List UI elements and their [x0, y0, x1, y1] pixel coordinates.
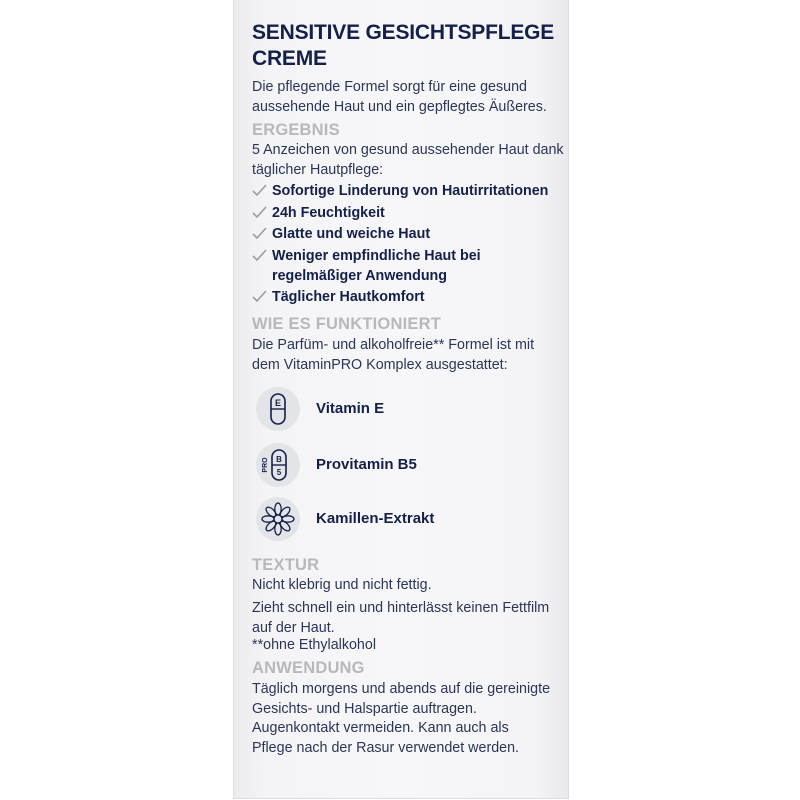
svg-text:B: B: [276, 455, 282, 464]
svg-text:PRO: PRO: [262, 457, 269, 473]
benefit-item: Weniger empfindliche Haut bei regelmäßiger Anwendung: [252, 246, 564, 286]
ingredient-name: Kamillen-Extrakt: [316, 510, 435, 527]
vitamin-e-capsule-icon: [256, 387, 300, 431]
product-title: SENSITIVE GESICHTSPFLEGE CREME: [252, 21, 555, 70]
ingredient-name: Vitamin E: [316, 400, 385, 417]
benefit-item: Glatte und weiche Haut: [252, 224, 564, 244]
check-icon: [252, 205, 267, 219]
check-icon: [252, 248, 267, 262]
textur-line-2: Zieht schnell ein und hinterlässt keinen Fettfilm auf der Haut.: [252, 600, 550, 636]
benefit-item: 24h Feuchtigkeit: [252, 203, 564, 223]
anwendung-text: Täglich morgens und abends auf die gereinigte Gesichts- und Halspartie auftragen. Augenkontakt vermeiden. Kann auch als Pflege nach der Rasur verwendet werden.: [252, 681, 551, 756]
benefit-list: [252, 181, 564, 309]
ingredient-provitamin-b5: [256, 443, 556, 491]
textur-footnote: **ohne Ethylalkohol: [252, 637, 376, 653]
ergebnis-heading: ERGEBNIS: [252, 121, 340, 139]
check-icon: [252, 183, 267, 197]
benefit-item: Täglicher Hautkomfort: [252, 287, 564, 307]
ingredient-name: Provitamin B5: [316, 456, 417, 473]
ingredient-vitamin-e: [256, 387, 556, 435]
check-icon: [252, 289, 267, 303]
textur-line-1: Nicht klebrig und nicht fettig.: [252, 577, 432, 593]
benefit-item: Sofortige Linderung von Hautirritationen: [252, 181, 564, 201]
textur-heading: TEXTUR: [252, 556, 320, 574]
provitamin-b5-capsule-icon: [256, 443, 300, 487]
check-icon: [252, 226, 267, 240]
anwendung-heading: ANWENDUNG: [252, 659, 365, 677]
svg-text:5: 5: [276, 468, 282, 477]
intro-text: Die pflegende Formel sorgt für eine gesund aussehende Haut und ein gepflegtes Äußeres.: [252, 79, 547, 115]
chamomile-flower-icon: [256, 497, 300, 541]
funktion-text: Die Parfüm- und alkoholfreie** Formel ist mit dem VitaminPRO Komplex ausgestattet:: [252, 337, 535, 373]
svg-text:E: E: [274, 398, 282, 408]
ergebnis-text: 5 Anzeichen von gesund aussehender Haut dank täglicher Hautpflege:: [252, 142, 564, 178]
ingredient-kamillen-extrakt: [256, 497, 556, 545]
funktion-heading: WIE ES FUNKTIONIERT: [252, 315, 441, 333]
